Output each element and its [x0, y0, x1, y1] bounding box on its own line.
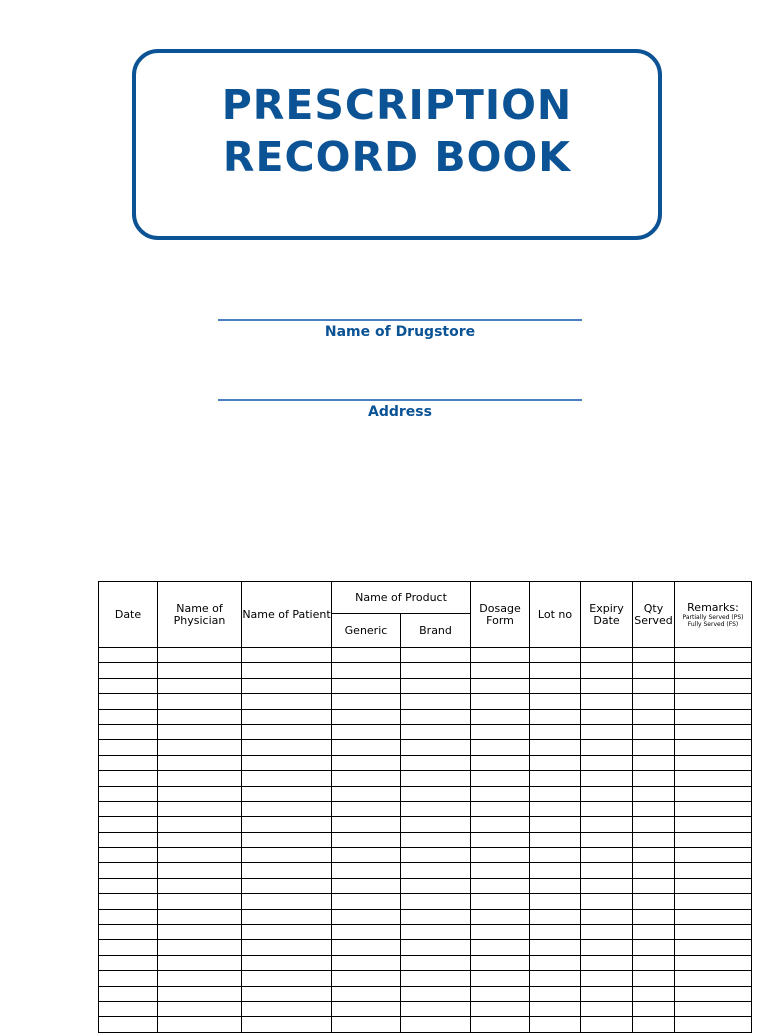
table-cell[interactable]: [675, 663, 752, 678]
table-cell[interactable]: [471, 663, 530, 678]
table-cell[interactable]: [332, 955, 401, 970]
table-cell[interactable]: [530, 986, 581, 1001]
table-cell[interactable]: [242, 1001, 332, 1016]
table-cell[interactable]: [675, 832, 752, 847]
table-cell[interactable]: [471, 925, 530, 940]
drugstore-name-line[interactable]: [218, 319, 582, 321]
table-cell[interactable]: [99, 940, 158, 955]
table-cell[interactable]: [401, 740, 471, 755]
table-cell[interactable]: [99, 648, 158, 663]
table-cell[interactable]: [401, 986, 471, 1001]
table-cell[interactable]: [242, 817, 332, 832]
table-cell[interactable]: [675, 740, 752, 755]
table-cell[interactable]: [99, 663, 158, 678]
table-row: [99, 832, 752, 847]
header-lot-no: Lot no: [530, 582, 581, 648]
table-cell[interactable]: [581, 678, 633, 693]
table-cell[interactable]: [158, 740, 242, 755]
table-cell[interactable]: [581, 663, 633, 678]
table-cell[interactable]: [530, 848, 581, 863]
table-cell[interactable]: [530, 817, 581, 832]
table-cell[interactable]: [675, 848, 752, 863]
table-cell[interactable]: [332, 940, 401, 955]
remarks-note: Partially Served (PS) Fully Served (FS): [682, 613, 744, 628]
table-cell[interactable]: [158, 678, 242, 693]
table-cell[interactable]: [401, 663, 471, 678]
table-cell[interactable]: [471, 940, 530, 955]
header-brand: Brand: [401, 614, 471, 648]
table-cell[interactable]: [401, 724, 471, 739]
table-row: [99, 925, 752, 940]
table-cell[interactable]: [633, 709, 675, 724]
table-cell[interactable]: [242, 771, 332, 786]
table-cell[interactable]: [242, 678, 332, 693]
table-cell[interactable]: [675, 801, 752, 816]
table-cell[interactable]: [530, 740, 581, 755]
table-cell[interactable]: [242, 801, 332, 816]
table-cell[interactable]: [675, 817, 752, 832]
table-cell[interactable]: [471, 694, 530, 709]
table-cell[interactable]: [401, 1001, 471, 1016]
table-cell[interactable]: [530, 786, 581, 801]
table-row: [99, 940, 752, 955]
table-cell[interactable]: [99, 878, 158, 893]
table-cell[interactable]: [633, 678, 675, 693]
table-cell[interactable]: [633, 724, 675, 739]
table-cell[interactable]: [675, 878, 752, 893]
table-cell[interactable]: [242, 971, 332, 986]
table-cell[interactable]: [332, 786, 401, 801]
table-cell[interactable]: [99, 724, 158, 739]
table-cell[interactable]: [158, 724, 242, 739]
table-cell[interactable]: [158, 1017, 242, 1032]
table-row: [99, 848, 752, 863]
table-cell[interactable]: [633, 848, 675, 863]
table-cell[interactable]: [158, 817, 242, 832]
table-cell[interactable]: [401, 894, 471, 909]
table-cell[interactable]: [633, 1017, 675, 1032]
table-cell[interactable]: [242, 724, 332, 739]
table-cell[interactable]: [581, 863, 633, 878]
table-cell[interactable]: [158, 848, 242, 863]
table-cell[interactable]: [158, 709, 242, 724]
table-cell[interactable]: [581, 986, 633, 1001]
table-cell[interactable]: [471, 1017, 530, 1032]
table-cell[interactable]: [332, 678, 401, 693]
table-cell[interactable]: [158, 755, 242, 770]
remarks-label: Remarks:: [687, 600, 739, 614]
table-cell[interactable]: [633, 971, 675, 986]
table-cell[interactable]: [675, 1001, 752, 1016]
table-cell[interactable]: [675, 971, 752, 986]
table-cell[interactable]: [158, 1001, 242, 1016]
header-generic: Generic: [332, 614, 401, 648]
table-cell[interactable]: [675, 863, 752, 878]
address-line[interactable]: [218, 399, 582, 401]
table-cell[interactable]: [530, 1001, 581, 1016]
title-box: [132, 49, 662, 240]
table-cell[interactable]: [471, 848, 530, 863]
table-cell[interactable]: [99, 832, 158, 847]
table-row: [99, 817, 752, 832]
table-cell[interactable]: [242, 755, 332, 770]
table-cell[interactable]: [581, 709, 633, 724]
header-remarks: [675, 582, 752, 648]
header-product-group: Name of Product: [332, 582, 471, 614]
table-cell[interactable]: [633, 755, 675, 770]
table-cell[interactable]: [471, 832, 530, 847]
table-cell[interactable]: [401, 863, 471, 878]
table-cell[interactable]: [99, 755, 158, 770]
table-cell[interactable]: [471, 771, 530, 786]
table-cell[interactable]: [471, 709, 530, 724]
table-cell[interactable]: [332, 1001, 401, 1016]
table-cell[interactable]: [675, 755, 752, 770]
table-cell[interactable]: [675, 786, 752, 801]
table-cell[interactable]: [675, 709, 752, 724]
table-cell[interactable]: [471, 909, 530, 924]
table-cell[interactable]: [242, 786, 332, 801]
table-row: [99, 909, 752, 924]
title-line-2: RECORD BOOK: [222, 133, 572, 181]
table-row: [99, 648, 752, 663]
table-cell[interactable]: [332, 878, 401, 893]
table-cell[interactable]: [530, 694, 581, 709]
table-cell[interactable]: [99, 740, 158, 755]
table-row: [99, 1001, 752, 1016]
table-cell[interactable]: [242, 863, 332, 878]
table-cell[interactable]: [471, 894, 530, 909]
table-row: [99, 801, 752, 816]
table-cell[interactable]: [332, 771, 401, 786]
table-cell[interactable]: [530, 909, 581, 924]
table-cell[interactable]: [471, 817, 530, 832]
table-cell[interactable]: [530, 663, 581, 678]
table-row: [99, 740, 752, 755]
table-cell[interactable]: [581, 817, 633, 832]
table-cell[interactable]: [633, 801, 675, 816]
table-cell[interactable]: [675, 648, 752, 663]
table-cell[interactable]: [242, 1017, 332, 1032]
table-cell[interactable]: [401, 648, 471, 663]
log-body: [99, 648, 752, 1033]
table-cell[interactable]: [332, 740, 401, 755]
table-cell[interactable]: [633, 694, 675, 709]
table-cell[interactable]: [242, 894, 332, 909]
table-cell[interactable]: [633, 863, 675, 878]
table-cell[interactable]: [530, 709, 581, 724]
table-cell[interactable]: [242, 663, 332, 678]
table-cell[interactable]: [471, 755, 530, 770]
table-cell[interactable]: [242, 848, 332, 863]
table-cell[interactable]: [332, 755, 401, 770]
table-cell[interactable]: [581, 1001, 633, 1016]
table-cell[interactable]: [158, 694, 242, 709]
table-row: [99, 955, 752, 970]
table-cell[interactable]: [633, 771, 675, 786]
table-cell[interactable]: [332, 724, 401, 739]
table-row: [99, 663, 752, 678]
table-cell[interactable]: [158, 648, 242, 663]
table-cell[interactable]: [158, 878, 242, 893]
table-cell[interactable]: [158, 925, 242, 940]
table-cell[interactable]: [530, 971, 581, 986]
table-cell[interactable]: [675, 724, 752, 739]
header-qty-served: Qty Served: [633, 582, 675, 648]
table-cell[interactable]: [581, 940, 633, 955]
table-cell[interactable]: [530, 894, 581, 909]
table-cell[interactable]: [675, 894, 752, 909]
table-row: [99, 971, 752, 986]
table-cell[interactable]: [633, 740, 675, 755]
table-cell[interactable]: [99, 817, 158, 832]
table-cell[interactable]: [675, 771, 752, 786]
table-cell[interactable]: [633, 1001, 675, 1016]
table-cell[interactable]: [581, 909, 633, 924]
table-cell[interactable]: [675, 1017, 752, 1032]
table-row: [99, 678, 752, 693]
table-cell[interactable]: [633, 663, 675, 678]
table-cell[interactable]: [581, 740, 633, 755]
table-cell[interactable]: [581, 848, 633, 863]
table-cell[interactable]: [99, 1001, 158, 1016]
table-cell[interactable]: [332, 817, 401, 832]
table-cell[interactable]: [99, 955, 158, 970]
table-cell[interactable]: [675, 925, 752, 940]
header-dosage-form: Dosage Form: [471, 582, 530, 648]
header-patient: Name of Patient: [242, 582, 332, 648]
table-cell[interactable]: [675, 940, 752, 955]
table-cell[interactable]: [242, 740, 332, 755]
title-line-1: PRESCRIPTION: [221, 81, 573, 129]
table-cell[interactable]: [332, 1017, 401, 1032]
table-cell[interactable]: [633, 925, 675, 940]
table-row: [99, 694, 752, 709]
table-cell[interactable]: [158, 863, 242, 878]
table-cell[interactable]: [158, 786, 242, 801]
table-cell[interactable]: [530, 771, 581, 786]
table-cell[interactable]: [471, 955, 530, 970]
table-cell[interactable]: [581, 801, 633, 816]
table-cell[interactable]: [242, 909, 332, 924]
table-cell[interactable]: [401, 678, 471, 693]
table-cell[interactable]: [158, 894, 242, 909]
table-cell[interactable]: [401, 801, 471, 816]
table-cell[interactable]: [530, 755, 581, 770]
table-cell[interactable]: [633, 894, 675, 909]
table-cell[interactable]: [633, 986, 675, 1001]
table-cell[interactable]: [675, 694, 752, 709]
table-cell[interactable]: [530, 925, 581, 940]
header-expiry-date: Expiry Date: [581, 582, 633, 648]
table-cell[interactable]: [99, 1017, 158, 1032]
table-cell[interactable]: [633, 786, 675, 801]
table-cell[interactable]: [530, 724, 581, 739]
table-cell[interactable]: [633, 940, 675, 955]
table-cell[interactable]: [332, 986, 401, 1001]
table-cell[interactable]: [99, 909, 158, 924]
table-cell[interactable]: [471, 724, 530, 739]
table-cell[interactable]: [581, 971, 633, 986]
table-cell[interactable]: [99, 786, 158, 801]
table-cell[interactable]: [332, 694, 401, 709]
table-cell[interactable]: [471, 878, 530, 893]
table-cell[interactable]: [581, 1017, 633, 1032]
table-cell[interactable]: [242, 940, 332, 955]
table-cell[interactable]: [99, 694, 158, 709]
table-cell[interactable]: [530, 832, 581, 847]
table-cell[interactable]: [633, 832, 675, 847]
table-cell[interactable]: [332, 648, 401, 663]
table-cell[interactable]: [471, 801, 530, 816]
table-cell[interactable]: [401, 709, 471, 724]
table-cell[interactable]: [242, 986, 332, 1001]
table-cell[interactable]: [471, 648, 530, 663]
table-cell[interactable]: [581, 724, 633, 739]
table-cell[interactable]: [530, 1017, 581, 1032]
table-cell[interactable]: [581, 955, 633, 970]
table-cell[interactable]: [332, 909, 401, 924]
header-date: Date: [99, 582, 158, 648]
table-cell[interactable]: [581, 694, 633, 709]
table-cell[interactable]: [675, 986, 752, 1001]
table-cell[interactable]: [158, 832, 242, 847]
table-cell[interactable]: [581, 755, 633, 770]
table-cell[interactable]: [401, 832, 471, 847]
table-cell[interactable]: [401, 925, 471, 940]
table-cell[interactable]: [471, 1001, 530, 1016]
table-cell[interactable]: [158, 771, 242, 786]
table-cell[interactable]: [99, 848, 158, 863]
table-row: [99, 724, 752, 739]
table-cell[interactable]: [633, 955, 675, 970]
table-cell[interactable]: [401, 817, 471, 832]
table-cell[interactable]: [530, 648, 581, 663]
drugstore-name-label: Name of Drugstore: [324, 324, 476, 340]
prescription-log-table: [98, 581, 752, 1033]
table-cell[interactable]: [633, 648, 675, 663]
table-cell[interactable]: [99, 678, 158, 693]
table-cell[interactable]: [581, 878, 633, 893]
table-cell[interactable]: [332, 863, 401, 878]
table-cell[interactable]: [332, 925, 401, 940]
table-cell[interactable]: [675, 678, 752, 693]
table-cell[interactable]: [530, 878, 581, 893]
table-cell[interactable]: [675, 909, 752, 924]
table-cell[interactable]: [99, 863, 158, 878]
table-cell[interactable]: [99, 709, 158, 724]
table-cell[interactable]: [471, 678, 530, 693]
table-cell[interactable]: [99, 771, 158, 786]
table-cell[interactable]: [332, 848, 401, 863]
table-cell[interactable]: [332, 709, 401, 724]
table-cell[interactable]: [471, 986, 530, 1001]
table-cell[interactable]: [401, 755, 471, 770]
table-cell[interactable]: [332, 971, 401, 986]
table-cell[interactable]: [242, 709, 332, 724]
table-cell[interactable]: [401, 786, 471, 801]
table-cell[interactable]: [242, 925, 332, 940]
table-cell[interactable]: [242, 955, 332, 970]
table-cell[interactable]: [99, 986, 158, 1001]
table-cell[interactable]: [530, 955, 581, 970]
table-cell[interactable]: [401, 940, 471, 955]
table-cell[interactable]: [530, 678, 581, 693]
table-cell[interactable]: [158, 663, 242, 678]
table-row: [99, 986, 752, 1001]
address-label: Address: [368, 404, 432, 420]
table-cell[interactable]: [675, 955, 752, 970]
table-cell[interactable]: [332, 801, 401, 816]
table-row: [99, 894, 752, 909]
table-cell[interactable]: [530, 863, 581, 878]
table-cell[interactable]: [158, 971, 242, 986]
table-cell[interactable]: [158, 940, 242, 955]
table-cell[interactable]: [158, 986, 242, 1001]
table-row: [99, 863, 752, 878]
table-row: [99, 755, 752, 770]
table-row: [99, 1017, 752, 1032]
table-cell[interactable]: [471, 971, 530, 986]
table-cell[interactable]: [99, 894, 158, 909]
table-cell[interactable]: [401, 955, 471, 970]
table-cell[interactable]: [581, 786, 633, 801]
table-cell[interactable]: [242, 878, 332, 893]
table-cell[interactable]: [401, 878, 471, 893]
header-physician: Name of Physician: [158, 582, 242, 648]
table-cell[interactable]: [242, 694, 332, 709]
table-cell[interactable]: [242, 648, 332, 663]
table-cell[interactable]: [471, 740, 530, 755]
table-row: [99, 771, 752, 786]
table-cell[interactable]: [530, 940, 581, 955]
table-cell[interactable]: [581, 648, 633, 663]
table-cell[interactable]: [530, 801, 581, 816]
table-cell[interactable]: [332, 663, 401, 678]
table-cell[interactable]: [581, 832, 633, 847]
table-cell[interactable]: [99, 925, 158, 940]
table-cell[interactable]: [158, 909, 242, 924]
table-cell[interactable]: [401, 909, 471, 924]
table-cell[interactable]: [332, 832, 401, 847]
table-cell[interactable]: [471, 863, 530, 878]
table-row: [99, 709, 752, 724]
table-cell[interactable]: [401, 771, 471, 786]
table-cell[interactable]: [581, 894, 633, 909]
table-cell[interactable]: [633, 817, 675, 832]
table-row: [99, 878, 752, 893]
table-cell[interactable]: [581, 925, 633, 940]
table-cell[interactable]: [633, 878, 675, 893]
table-cell[interactable]: [99, 971, 158, 986]
table-row: [99, 786, 752, 801]
table-cell[interactable]: [332, 894, 401, 909]
table-cell[interactable]: [99, 801, 158, 816]
table-cell[interactable]: [581, 771, 633, 786]
table-cell[interactable]: [401, 694, 471, 709]
table-cell[interactable]: [158, 955, 242, 970]
table-cell[interactable]: [401, 971, 471, 986]
table-cell[interactable]: [471, 786, 530, 801]
table-cell[interactable]: [401, 848, 471, 863]
table-cell[interactable]: [158, 801, 242, 816]
table-cell[interactable]: [401, 1017, 471, 1032]
table-cell[interactable]: [242, 832, 332, 847]
table-cell[interactable]: [633, 909, 675, 924]
